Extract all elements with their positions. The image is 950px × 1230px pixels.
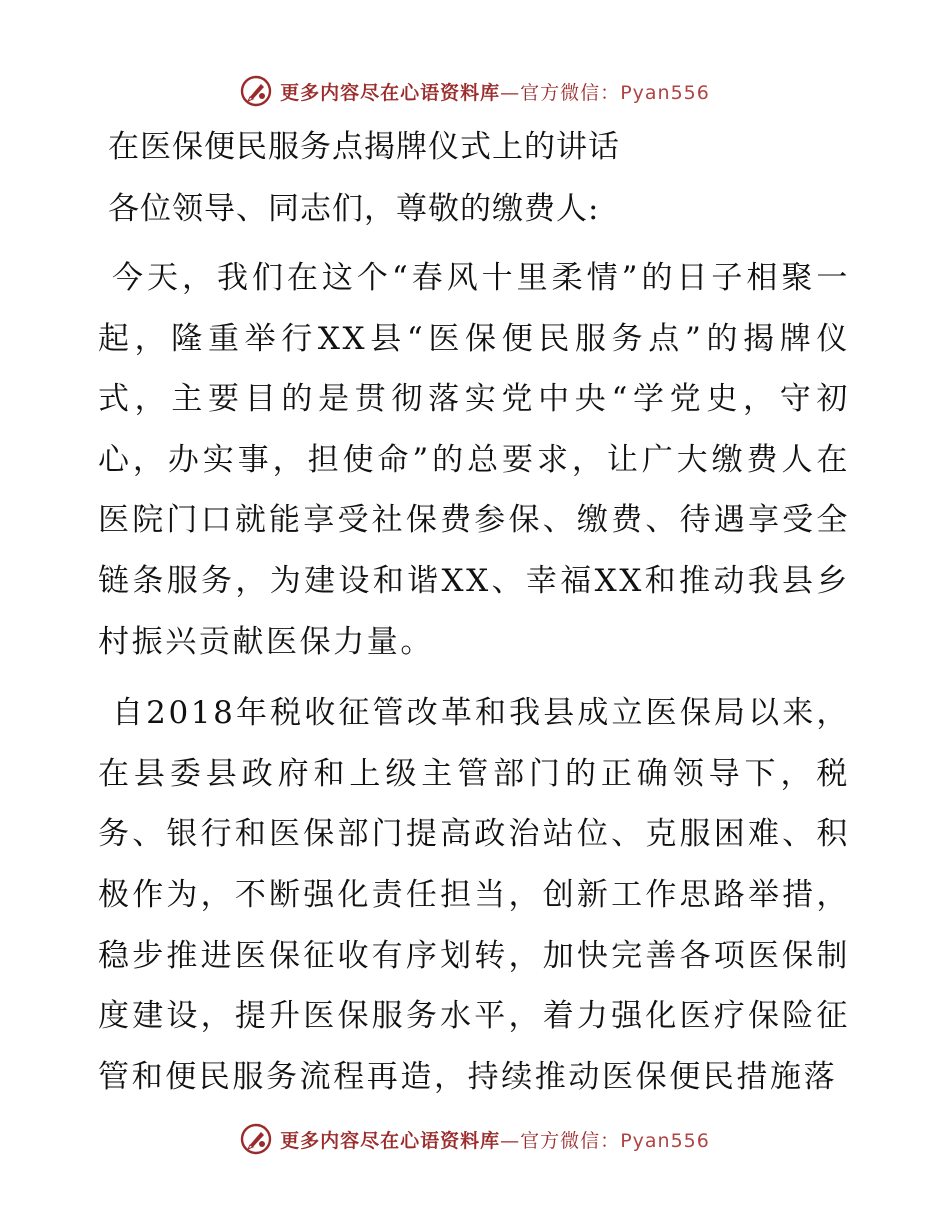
watermark-separator: —: [500, 1129, 521, 1152]
watermark-brand: 更多内容尽在心语资料库: [280, 81, 501, 104]
watermark-text: [280, 1126, 710, 1153]
watermark-wechat-id: Pyan556: [620, 1129, 710, 1152]
watermark-separator: —: [500, 81, 521, 104]
pen-logo-icon: [240, 1123, 272, 1155]
document-title: 在医保便民服务点揭牌仪式上的讲话: [108, 129, 620, 165]
watermark-wechat-label: 官方微信：: [520, 1129, 621, 1152]
header-watermark: [0, 71, 950, 111]
footer-watermark: [0, 1119, 950, 1159]
watermark-wechat-label: 官方微信：: [520, 81, 621, 104]
pen-logo-icon: [240, 75, 272, 107]
watermark-wechat-id: Pyan556: [620, 81, 710, 104]
watermark-text: [280, 78, 710, 105]
document-greeting: 各位领导、同志们，尊敬的缴费人:: [108, 191, 600, 227]
document-body: [98, 122, 850, 1107]
watermark-brand: 更多内容尽在心语资料库: [280, 1129, 501, 1152]
paragraph: 自2018年税收征管改革和我县成立医保局以来，在县委县政府和上级主管部门的正确领导下，税务、银行和医保部门提高政治站位、克服困难、积极作为，不断强化责任担当，创新工作思路举措，稳步推进医保征收有序划转，加快完善各项医保制度建设，提升医保服务水平，着力强化医疗保险征管和便民服务流程再造，持续推动医保便民措施落: [98, 695, 850, 1095]
paragraph: 今天，我们在这个“春风十里柔情”的日子相聚一起，隆重举行XX县“医保便民服务点”的揭牌仪式，主要目的是贯彻落实党中央“学党史，守初心，办实事，担使命”的总要求，让广大缴费人在医院门口就能享受社保费参保、缴费、待遇享受全链条服务，为建设和谐XX、幸福XX和推动我县乡村振兴贡献医保力量。: [98, 260, 850, 660]
